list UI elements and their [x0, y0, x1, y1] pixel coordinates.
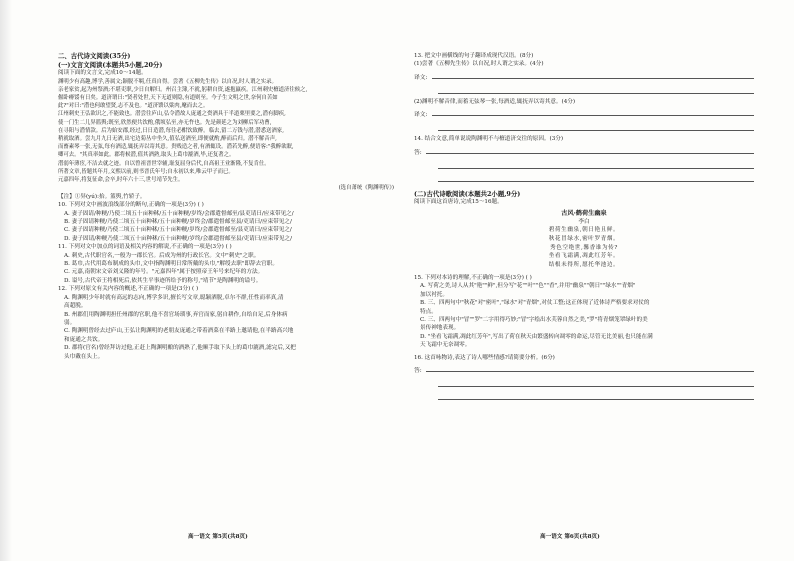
passage-line: 亲老家贫,起为州祭酒;不堪吏职,少日自解归。州召主簿,不就,躬耕自资,遂抱羸疾。江州刺史檀道济往候之,: [58, 86, 308, 93]
q13-answer-1[interactable]: [414, 69, 754, 81]
q15-option-b-cont: 特点。: [420, 308, 437, 315]
q13-sentence-1: (1)尝著《五柳先生传》以自况,时人谓之实录。(4分): [414, 61, 544, 68]
left-page: [58, 52, 394, 530]
passage-line: 所著文章,皆题其年月,义熙以前,则书晋氏年号;自永初以来,唯云甲子而已。: [58, 168, 234, 175]
q10-option-c: C. 妻子固请种粳/乃使二顷五十亩种秫/五十亩种粳/岁终/会郡遣督邮至/县吏请曰/应束带见之/: [64, 227, 292, 234]
passage-line: 而畜素琴一张,无弦,每有酒适,辄抚弄以寄其意。贵贱造之者,有酒辄设。潜若先醉,便语客:"我醉欲眠,: [58, 144, 294, 151]
right-page: [414, 52, 754, 530]
page-footer-right: 高一语文 第6页(共8页): [540, 534, 600, 540]
q10-option-b: B. 妻子固请种粳/乃使二顷五十亩种秫/五十亩种粳/岁终会/郡遣督邮至县/吏请曰/应束带见之/: [64, 219, 292, 226]
q15-option-b: B. 三、四两句中"秋花"对"密叶","绿水"对"青烟",对仗工整;这正体现了近体诗严格要求对仗的: [420, 300, 650, 307]
passage-line: 潜弱年薄宦,不洁去就之迹。自以曾祖晋世宰辅,耻复屈身后代,自高祖王业渐隆,不复肯仕。: [58, 160, 270, 167]
passage: [58, 78, 394, 185]
q13-stem: 13. 把文中画横线的句子翻译成现代汉语。(8分): [414, 53, 534, 59]
answer-label: 答:: [414, 149, 422, 156]
q13-answer-2[interactable]: [414, 106, 754, 118]
passage-source: (选自萧统《陶渊明传》): [338, 185, 394, 192]
passage-line: 此?"对曰:"潜也何敢望贤,志不及也。"道济馈以粱肉,麾而去之。: [58, 103, 209, 110]
q12-option-c-cont: 和庞通之共饮。: [64, 336, 104, 343]
answer-line[interactable]: [438, 156, 754, 169]
answer-line[interactable]: [438, 118, 754, 131]
q11-stem: 11. 下列对文中加点的词语及相关内容的解说,不正确的一项是(3分) ( ): [58, 244, 232, 251]
passage-line: 卿可去。"其真率如此。郡将候潜,值其酒熟,取头上葛巾漉酒,毕,还复著之。: [58, 152, 235, 159]
passage-line: 江州刺史王弘欲识之,不能致也。潜尝往庐山,弘令潜故人庞通之赍酒具于半道栗里要之,潜有脚疾,: [58, 111, 286, 118]
q11-option-a: A. 刺史,古代职官名,一般为一郡长官。后成为州的行政长官。文中"刺史"之职。: [64, 252, 260, 259]
q14-stem: 14. 结合文意,简单说说陶渊明不与檀道济交往的原因。(3分): [414, 136, 564, 143]
poem-line: 坐看飞霜满,凋此红芳年。: [548, 253, 620, 260]
poetry-section-title: (二)古代诗歌阅读(本题共2小题,9分): [414, 189, 521, 198]
poem-title: 古风·鹤荷生幽泉: [561, 209, 607, 217]
passage-line: 偃卧瘠馁有日矣。道济谓曰:"贤者处世,天下无道则隐,有道则至。今子生文明之世,奈何自苦如: [58, 95, 278, 101]
translation-label: 译文:: [414, 74, 428, 81]
q15-option-c: C. 三、四两句中"冒""罗"二字用得巧妙;"冒"字绘出水芙蓉自然之美,"罗"将青烟笼罩绿叶的美: [420, 317, 648, 324]
q16-answer[interactable]: [414, 362, 754, 374]
passage-line: 在寻阳与潜情款。后为始安郡,经过,日日造潜,每往必酣饮致醉。临去,留二万钱与潜,潜悉送酒家,: [58, 127, 284, 134]
answer-line[interactable]: [438, 374, 754, 387]
answer-line[interactable]: [438, 81, 754, 94]
passage-line: 元嘉四年,将复征命,会卒,时年六十三,世号靖节先生。: [58, 177, 184, 184]
q10-stem: 10. 下列对文中画波浪线部分的断句,正确的一项是(3分) ( ): [58, 202, 204, 209]
passage-note: 【注】①舁(yú):抬。篮舆,竹轿子。: [58, 193, 146, 200]
q12-option-a-cont: 高超脱。: [64, 303, 87, 310]
section-title: 二、古代诗文阅读(35分): [58, 52, 131, 60]
q12-option-d-cont: 头巾戴在头上。: [64, 353, 104, 360]
q11-option-d: D. 谥号,古代帝王将相死后,依其生平事迹所给予的称号,"靖节"是陶渊明的谥号。: [64, 277, 262, 284]
q12-option-a: A. 陶渊明少年时就有高远的志向,博学多识,擅长写文章,聪颖洒脱,卓尔不群,任性而率真,清: [64, 294, 284, 301]
q14-answer[interactable]: [414, 144, 754, 156]
passage-line: 使一门生二儿舁篮舆;既至,欣然便共饮酌,俄顷弘至,亦无忤也。先是颜延之为刘柳后军功曹,: [58, 119, 272, 126]
answer-line: [432, 78, 754, 79]
page-footer-left: 高一语文 第5页(共8页): [188, 534, 248, 540]
poem-author: 李白: [578, 218, 590, 225]
q13-sentence-2: (2)渊明不解音律,而蓄无弦琴一张,每酒适,辄抚弄以寄其意。(4分): [414, 98, 576, 105]
q12-option-b: B. 州郡们用陶渊明担任州郡的官职,他不喜官场琐事,弃官而家,躬自耕作,自给自足,后身体病: [64, 311, 288, 318]
subsection-title: (一)文言文阅读(本题共5小题,20分): [58, 60, 163, 69]
q12-option-b-cont: 弱。: [64, 319, 76, 326]
poem-line: 结根未得所,愿托华池边。: [548, 262, 620, 269]
q11-option-c: C. 元嘉,南朝宋文帝刘义隆的年号。"元嘉四年"属于按照帝王年号来纪年的方法。: [64, 269, 264, 276]
scan-shadow: [0, 0, 12, 561]
answer-line[interactable]: [438, 387, 754, 400]
q15-option-a-cont: 加以衬托。: [420, 291, 448, 298]
q15-option-a: A. 写荷之美,诗人从其"艳""鲜",但分写"花""叶""色""香",并用"幽泉""朝日""绿水""青烟": [420, 283, 636, 290]
q12-option-d: D. 郡将(官名)曾经拜访过他,正赶上陶渊明酿的酒熟了,他顺手取下头上的葛巾漉酒,滤完后,又把: [64, 345, 296, 352]
q15-option-d-cont: 天飞霜中无奈凋零。: [420, 342, 471, 349]
translation-label: 译文:: [414, 112, 428, 119]
poetry-instruction: 阅读下面这首唐诗,完成15～16题。: [414, 199, 503, 206]
q12-stem: 12. 下列对原文有关内容的概述,不正确的一项是(3分) ( ): [58, 286, 199, 293]
q10-option-d: D. 妻子固请/种粳乃使二顷五十亩种秫/五十亩种粳/岁终/会郡遣督邮至县/吏请曰/应束带见之/: [64, 235, 293, 242]
q11-option-b: B. 葛巾,古代用葛布制成的头巾,文中指陶渊明日常所戴的头巾,"解绶去职"即辞去官职。: [64, 261, 278, 268]
answer-line: [426, 153, 754, 154]
q15-stem: 15. 下列对本诗的理解,不正确的一项是(3分) ( ): [414, 275, 532, 282]
q16-stem: 16. 这首咏物诗,表达了诗人哪些情感?请简要分析。(6分): [414, 354, 555, 361]
poem-line: 碧荷生幽泉,朝日艳且鲜。: [548, 227, 620, 234]
poem-line: 秋花冒绿水,密叶罗青烟。: [548, 235, 620, 242]
poem-line: 秀色空绝世,馨香谁为传?: [550, 244, 618, 251]
instruction: 阅读下面的文言文,完成10～14题。: [58, 70, 147, 77]
answer-label: 答:: [414, 368, 422, 375]
answer-line[interactable]: [438, 169, 754, 182]
passage-line: 稍就取酒。尝九月九日无酒,出宅边菊丛中坐久,值弘送酒至,即便就酌,醉而后归。潜不解音声,: [58, 136, 277, 143]
answer-line: [426, 371, 754, 372]
q15-option-c-cont: 景传神地表现。: [420, 325, 460, 332]
q10-option-a: A. 妻子固请/种粳/乃使二顷五十亩种秫/五十亩种粳/岁终/会郡遣督邮至/县吏请曰/应束带见之/: [64, 210, 294, 217]
q15-option-d: D. "坐看飞霜满,凋此红芳年",写出了荷在秋天由繁盛转向凋零的命运,尽管无比美丽,也只能在满: [420, 333, 653, 340]
q12-option-c: C. 陶渊明曾经去过庐山,王弘让陶渊明的老朋友庞通之带着酒菜在半路上邀请他,在半路高兴地: [64, 328, 294, 335]
passage-line: 渊明少有高趣,博学,善属文;颖脱不羁,任真自得。尝著《五柳先生传》以自况,时人谓之实录。: [58, 78, 277, 85]
answer-line: [432, 115, 754, 116]
